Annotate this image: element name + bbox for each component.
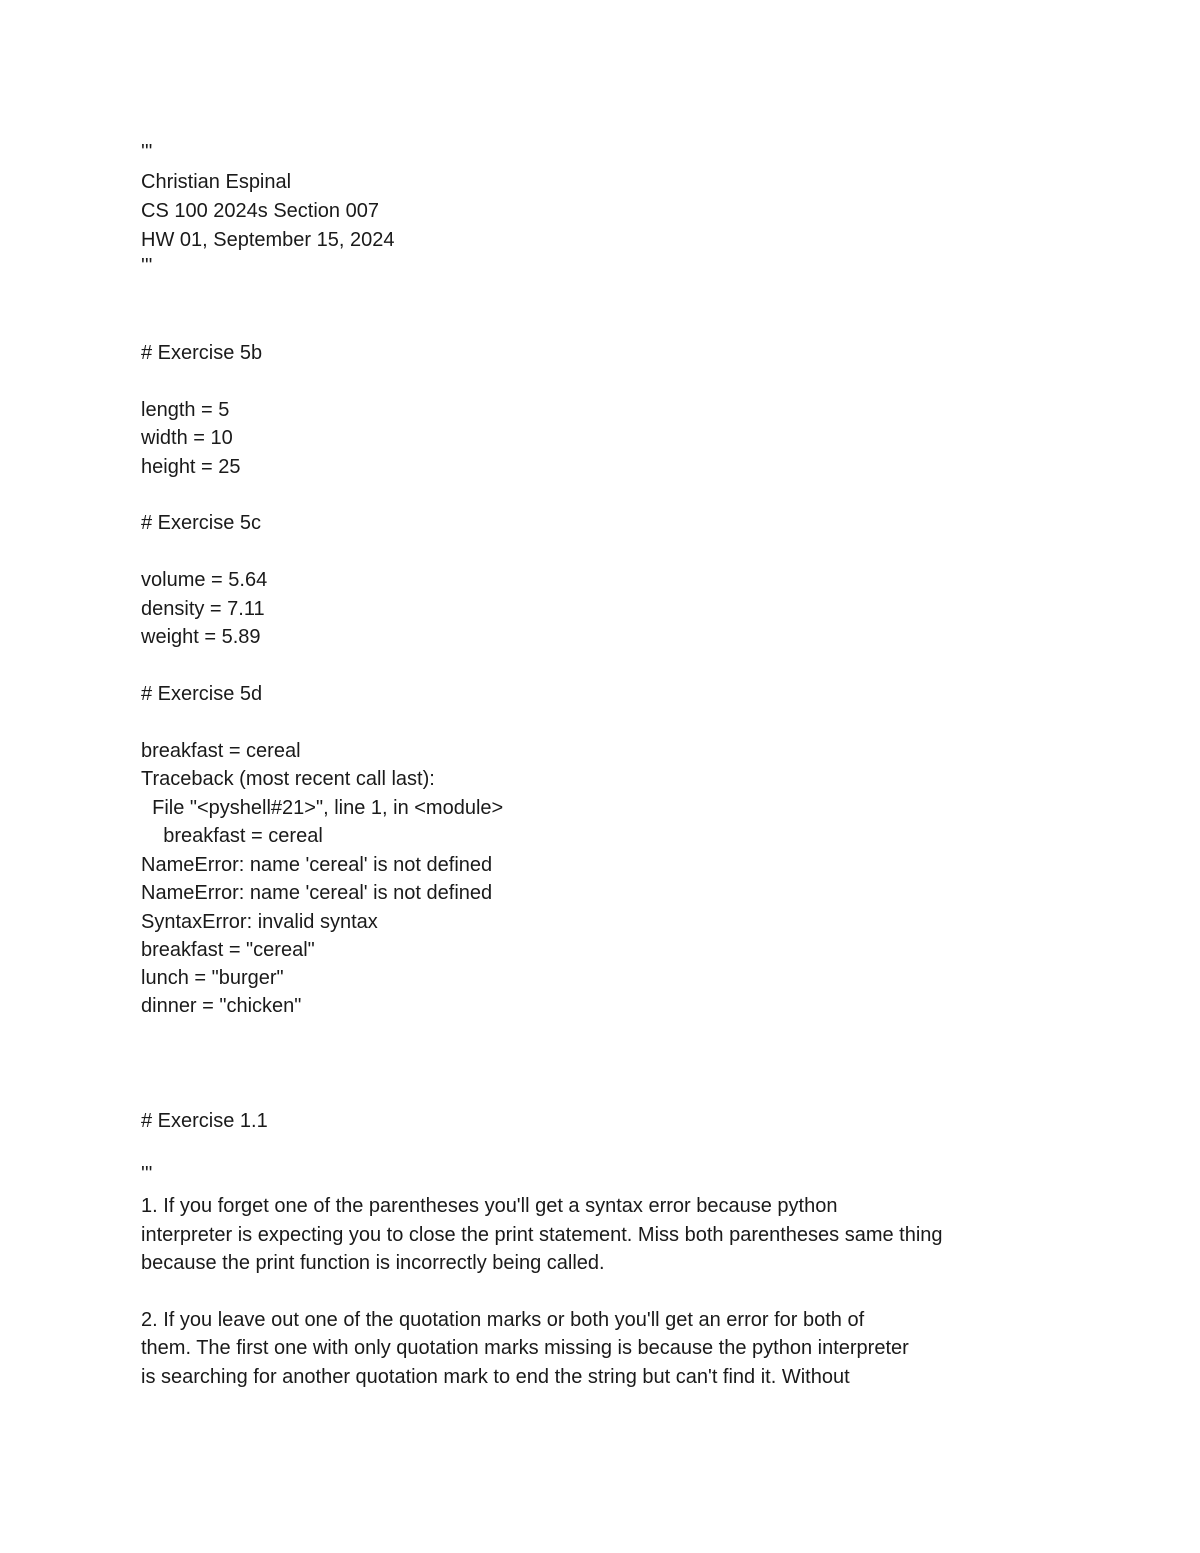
exercise-5b-heading: # Exercise 5b — [141, 342, 263, 364]
code-line: weight = 5.89 — [141, 626, 261, 648]
code-line: length = 5 — [141, 399, 230, 421]
docstring-open-quote: ''' — [141, 141, 153, 163]
exercise-1-1-heading: # Exercise 1.1 — [141, 1110, 268, 1132]
code-line: dinner = "chicken" — [141, 995, 302, 1017]
answer-1-line: 1. If you forget one of the parentheses you'll get a syntax error because python — [141, 1195, 838, 1217]
exercise-5c-heading: # Exercise 5c — [141, 512, 262, 534]
answer-2-line: them. The first one with only quotation marks missing is because the python interpreter — [141, 1337, 909, 1359]
code-line: breakfast = cereal — [141, 740, 301, 762]
code-line: volume = 5.64 — [141, 569, 268, 591]
error-line: NameError: name 'cereal' is not defined — [141, 854, 493, 876]
error-line: SyntaxError: invalid syntax — [141, 911, 378, 933]
code-line: height = 25 — [141, 456, 241, 478]
traceback-line: breakfast = cereal — [141, 825, 323, 847]
answer-1-line: because the print function is incorrectly being called. — [141, 1252, 605, 1274]
traceback-line: File "<pyshell#21>", line 1, in <module> — [141, 797, 504, 819]
answer-2-line: is searching for another quotation mark to end the string but can't find it. Without — [141, 1366, 850, 1388]
code-line: lunch = "burger" — [141, 967, 284, 989]
code-line: density = 7.11 — [141, 598, 265, 620]
code-line: breakfast = "cereal" — [141, 939, 315, 961]
docstring-open-quote: ''' — [141, 1163, 153, 1185]
author-name: Christian Espinal — [141, 171, 292, 193]
code-line: width = 10 — [141, 427, 233, 449]
error-line: NameError: name 'cereal' is not defined — [141, 882, 493, 904]
answer-1-line: interpreter is expecting you to close the print statement. Miss both parentheses same thing — [141, 1224, 943, 1246]
course-info: CS 100 2024s Section 007 — [141, 200, 379, 222]
assignment-info: HW 01, September 15, 2024 — [141, 229, 395, 251]
answer-2-line: 2. If you leave out one of the quotation marks or both you'll get an error for both of — [141, 1309, 865, 1331]
traceback-line: Traceback (most recent call last): — [141, 768, 435, 790]
exercise-5d-heading: # Exercise 5d — [141, 683, 263, 705]
docstring-close-quote: ''' — [141, 255, 153, 277]
